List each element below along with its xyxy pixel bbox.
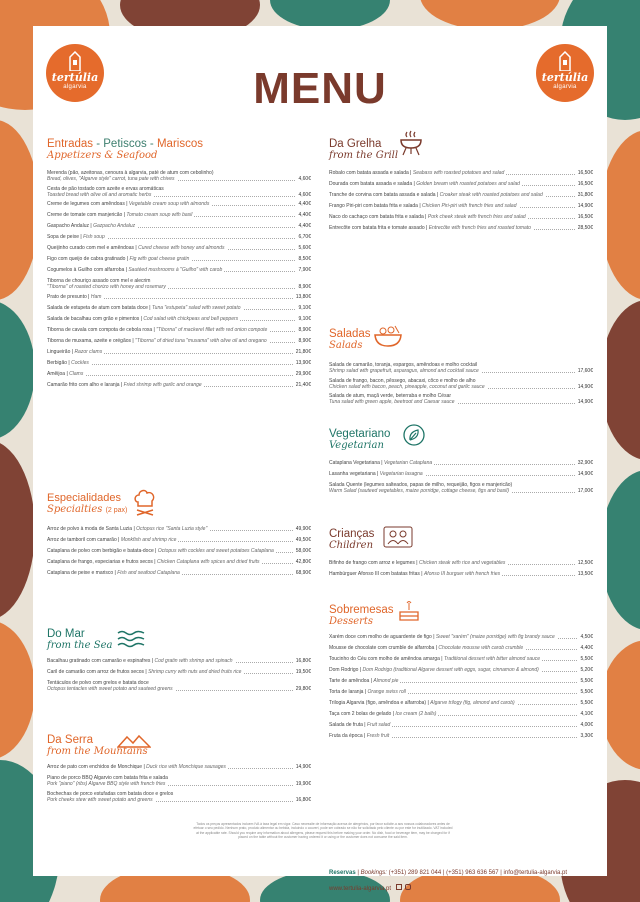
menu-item: Taça com 2 bolas de gelado | Ice cream (2 balls) 4,10€ [329, 711, 593, 717]
menu-item: Creme de tomate com manjericão | Tomato cream soup with basil 4,40€ [47, 212, 311, 218]
item-name-pt: Salada de frango, bacon, pêssego, abacaxi, côco e molho de alho [329, 377, 476, 384]
item-name-pt: Naco do cachaço com batata frita e salada [329, 214, 424, 220]
item-name-en: Cured cheese with honey and almonds [138, 245, 225, 251]
item-price: 19,50€ [295, 669, 311, 675]
item-name-en: Sautéed mushrooms à "Guilho" with carob [128, 267, 223, 273]
menu-item: Torta de laranja | Orange swiss roll 5,50€ [329, 689, 593, 695]
item-name-en: Tomato cream soup with basil [126, 212, 193, 218]
item-price: 21,40€ [295, 381, 311, 388]
menu-item [329, 362, 593, 374]
item-name-en: Octopus rice "Santa Luzia style" [136, 526, 208, 532]
item-price: 5,60€ [298, 245, 311, 251]
item-name-pt: Fruta da época [329, 733, 363, 739]
item-price: 5,50€ [580, 700, 593, 706]
item-price: 14,90€ [577, 399, 593, 405]
item-name-pt: Robalo com batata assada e salada [329, 170, 409, 176]
menu-item: Caril de camarão com arroz de frutos secos | Shrimp curry with nuts and dried fruits rice 19,50€ [47, 669, 311, 675]
item-price: 4,50€ [580, 634, 593, 640]
item-name-en: Fig with goat cheese gratin [129, 256, 190, 262]
menu-item: Mousse de chocolate com crumble de alfarroba | Chocolate mousse with carob crumble 4,40€ [329, 645, 593, 651]
menu-item: Tranche de corvina com batata assada e salada | Croaker steak with roasted potatoes and salad 31,80€ [329, 192, 593, 198]
section-vegetariano [329, 428, 593, 494]
item-price: 16,80€ [295, 796, 311, 803]
legal-fine-print: Todos os preços apresentados incluem IVA à taxa legal em vigor. Caso necessite de informação acerca de alergénios, por favor solicite-a aos nossos colaboradores antes de efetuar o seu pedido. Nenhum prato, produto alimentar ou bebida, incluindo o couvert, pode ser cobrado se não for solicitado pelo cliente ou por este for inutilizado. VAT included at the applicable rate. Should you require any information about allergens, please request this before making your order. No dish, food or beverage item, may be charged for if placed on the table without the customer having ordered it or using or the customer does not consume the said item. [193, 822, 453, 839]
item-name-pt: Tiborna de muxama, azeite e orégãos [47, 337, 132, 344]
facebook-icon[interactable] [396, 884, 402, 890]
item-name-en: Fish soup [83, 234, 105, 240]
item-name-pt: Prato de presunto [47, 293, 87, 300]
menu-item: Entrecôte com batata frita e tomate assado | Entrecôte with french fries and roasted tomato 28,50€ [329, 225, 593, 231]
section-subtitle: Desserts [329, 616, 374, 627]
section-title: Da Serra [47, 734, 94, 746]
menu-item: Arroz de polvo à moda de Santa Luzia | Octopus rice "Santa Luzia style" 49,90€ [47, 526, 311, 532]
item-name-en: Vegetable cream soup with almonds [128, 201, 210, 207]
logo-sub: algarvia [553, 84, 577, 90]
item-price: 4,40€ [298, 201, 311, 207]
section-saladas [329, 328, 593, 405]
item-name-en: Traditional dessert with bitter almond sauce [443, 656, 541, 662]
menu-item: Robalo com batata assada e salada | Seabass with roasted potatoes and salad 16,50€ [329, 170, 593, 176]
menu-item: Frango Piri-piri com batata frita e salada | Chicken Piri-piri with french fries and salad 14,90€ [329, 203, 593, 209]
website-line [329, 884, 411, 892]
menu-item [47, 278, 311, 290]
item-price: 8,90€ [298, 326, 311, 333]
menu-item: Queijinho curado com mel e amêndoas | Cured cheese with honey and almonds 5,60€ [47, 245, 311, 251]
section-title: Entradas - Petiscos - Mariscos [47, 138, 203, 150]
item-price: 8,90€ [298, 284, 311, 290]
menu-item: Prato de presunto | Ham 13,80€ [47, 293, 311, 300]
menu-item: Berbigão | Cockles 13,90€ [47, 359, 311, 366]
section-title: Crianças [329, 528, 375, 540]
chef-hat-icon [133, 488, 157, 516]
item-name-pt: Arroz de tamboril com camarão [47, 537, 117, 543]
item-name-en: Pork cheeks stew with sweet potato and greens [47, 796, 153, 803]
menu-item: Cataplana de polvo com berbigão e batata-doce | Octopus with cockles and sweet potatoes Cataplana 58,00€ [47, 548, 311, 554]
item-price: 13,80€ [295, 293, 311, 300]
item-name-pt: Mousse de chocolate com crumble de alfarroba [329, 645, 435, 651]
item-name-en: Chocolate mousse with carob crumble [438, 645, 524, 651]
item-name-pt: Creme de tomate com manjericão [47, 212, 123, 218]
section-especialidades [47, 492, 311, 576]
menu-item: Cataplana de frango, especiarias e frutos secos | Chicken Cataplana with spices and dried fruits 42,80€ [47, 559, 311, 565]
menu-item: Salada de fruta | Fruit salad 4,00€ [329, 722, 593, 728]
item-price: 4,60€ [298, 191, 311, 198]
item-name-pt: Xarém doce com molho de aguardente de figo [329, 634, 432, 640]
cake-icon [397, 600, 421, 622]
item-price: 16,50€ [577, 170, 593, 176]
section-grelha [329, 138, 593, 231]
item-price: 29,80€ [295, 686, 311, 692]
menu-item [47, 680, 311, 692]
section-subtitle: Vegetarian [329, 440, 384, 451]
item-name-en: Entrecôte with french fries and roasted tomato [428, 225, 531, 231]
menu-item: Toucinho do Céu com molho de amêndoa amarga | Traditional dessert with bitter almond sauce 5,50€ [329, 656, 593, 662]
item-price: 19,90€ [295, 781, 311, 787]
item-price: 32,90€ [577, 460, 593, 466]
item-name-en: Fresh fruit [366, 733, 390, 739]
item-price: 14,90€ [295, 764, 311, 770]
email-link[interactable]: info@tertulia-algarvia.pt [503, 870, 568, 876]
item-name-en: Pork "piano" (ribs) Algarve BBQ style with french fries [47, 781, 166, 787]
salad-bowl-icon [373, 324, 403, 348]
item-name-pt: Salada de bacalhau com grão e pimentos [47, 315, 140, 322]
item-name-en: Chicken Piri-piri with french fries and salad [422, 203, 517, 209]
item-name-pt: Salada de atum, maçã verde, beterraba e molho César [329, 393, 452, 399]
item-price: 28,50€ [577, 225, 593, 231]
item-price: 8,50€ [298, 256, 311, 262]
item-price: 4,40€ [580, 645, 593, 651]
section-subtitle: Salads [329, 340, 363, 351]
waves-icon [117, 630, 145, 648]
instagram-icon[interactable] [405, 884, 411, 890]
item-price: 9,10€ [298, 315, 311, 322]
item-price: 6,70€ [298, 234, 311, 240]
menu-item: Figo com queijo de cabra gratinado | Fig with goat cheese gratin 8,50€ [47, 256, 311, 262]
item-name-pt: Cataplana de peixe e marisco [47, 570, 114, 576]
section-title: Vegetariano [329, 428, 391, 440]
item-price: 16,50€ [577, 181, 593, 187]
menu-item: Dom Rodrigo | Dom Rodrigo (traditional Algarve dessert with eggs, sugar, cinnamon & almond) 5,20€ [329, 667, 593, 673]
menu-item [329, 378, 593, 390]
menu-item [329, 393, 593, 405]
item-name-en: Bread, olives, "Algarve style" carrot, tuna pate with chives [47, 176, 175, 182]
menu-item: Xarém doce com molho de aguardente de figo | Sweet "xarém" (maize porridge) with fig brandy sauce 4,50€ [329, 634, 593, 640]
item-name-en: Seabass with roasted potatoes and salad [412, 170, 505, 176]
item-name-pt: Tentáculos de polvo com grelos e batata doce [47, 680, 149, 686]
item-price: 17,00€ [577, 488, 593, 494]
menu-item: Bifinho de frango com arroz e legumes | Chicken steak with rice and vegetables 12,50€ [329, 560, 593, 566]
item-name-pt: Hambúrguer Afonso III com batatas fritas [329, 571, 420, 577]
menu-item: Bacalhau gratinado com camarão e espinafres | Cod gratin with shrimp and spinach 16,80€ [47, 658, 311, 664]
item-name-en: Orange swiss roll [367, 689, 406, 695]
children-icon [383, 526, 413, 548]
item-price: 14,90€ [577, 203, 593, 209]
item-price: 13,90€ [295, 359, 311, 366]
item-price: 3,30€ [580, 733, 593, 739]
item-price: 5,20€ [580, 667, 593, 673]
item-price: 8,90€ [298, 337, 311, 344]
item-name-en: Shrimp curry with nuts and dried fruits rice [148, 669, 242, 675]
item-name-en: Tuna salad with green apple, beetroot and Caesar sauce [329, 399, 455, 405]
item-name-en: Almond pie [373, 678, 399, 684]
item-price: 42,80€ [295, 559, 311, 565]
item-name-en: Vegetarian Cataplana [383, 460, 433, 466]
item-name-en: Afonso III burguer with french fries [423, 571, 501, 577]
item-name-en: Warm Salad (sauteed vegetables, maize porridge, cottage cheese, figs and basil) [329, 488, 510, 494]
reservas-label: Reservas [329, 870, 356, 876]
section-subtitle: Children [329, 540, 374, 551]
menu-item: Cogumelos à Guilho com alfarroba | Sautéed mushrooms à "Guilho" with carob 7,90€ [47, 267, 311, 273]
item-name-en: Octopus tentacles with sweet potato and sauteed greens [47, 686, 173, 692]
menu-item: Lasanha vegetariana | Vegetarian lasagna 14,90€ [329, 471, 593, 477]
section-subtitle: Specialties (2 pax) [47, 504, 128, 515]
section-title: Sobremesas [329, 604, 394, 616]
menu-item: Cataplana Vegetariana | Vegetarian Cataplana 32,90€ [329, 460, 593, 466]
phone-1[interactable]: (+351) 289 821 044 [388, 870, 442, 876]
item-name-pt: Cogumelos à Guilho com alfarroba [47, 267, 125, 273]
leaf-icon [403, 424, 425, 446]
item-price: 9,10€ [298, 304, 311, 311]
section-entradas [47, 138, 311, 388]
item-name-en: Golden bream with roasted potatoes and salad [416, 181, 520, 187]
section-title: Saladas [329, 328, 371, 340]
logo-sub: algarvia [63, 84, 87, 90]
menu-item [47, 186, 311, 198]
item-name-pt: Salada Quente (legumes salteados, papas de milho, requeijão, figos e manjericão) [329, 482, 513, 488]
item-name-pt: Bifinho de frango com arroz e legumes [329, 560, 415, 566]
website-link[interactable]: www.tertulia-algarvia.pt [329, 886, 392, 892]
logo-name: tertúlia [541, 71, 589, 84]
item-name-pt: Arroz de pato com enchidos de Monchique [47, 764, 143, 770]
item-name-en: Fried shrimp with garlic and orange [123, 381, 202, 388]
item-name-pt: Dourada com batata assada e salada [329, 181, 413, 187]
item-name-en: Cod gratin with shrimp and spinach [154, 658, 233, 664]
item-price: 4,40€ [298, 223, 311, 229]
item-price: 4,40€ [298, 212, 311, 218]
item-name-en: Toasted bread with olive oil and aromatic herbs [47, 191, 152, 198]
item-price: 49,90€ [295, 526, 311, 532]
item-name-en: Clams [69, 370, 84, 377]
item-price: 4,00€ [580, 722, 593, 728]
item-name-pt: Merenda (pão, azeitonas, cenoura à algarvia, paté de atum com cebolinho) [47, 170, 214, 176]
item-name-pt: Tarte de amêndoa [329, 678, 370, 684]
item-name-en: Monkfish and shrimp rice [120, 537, 177, 543]
menu-item: Creme de legumes com amêndoas | Vegetable cream soup with almonds 4,40€ [47, 201, 311, 207]
section-serra [47, 734, 311, 803]
item-name-en: Tuna "estupeta" salad with sweet potato [151, 304, 241, 311]
item-name-en: Gazpacho Andaluz [93, 223, 136, 229]
menu-item: Naco do cachaço com batata frita e salada | Pork cheek steak with french fries and salad 16,50€ [329, 214, 593, 220]
item-name-pt: Amêijoa [47, 370, 66, 377]
item-name-pt: Tiborna de chouriço assado com mel e alecrim [47, 278, 151, 284]
section-sobremesas [329, 604, 593, 739]
item-name-pt: Cataplana de frango, especiarias e frutos secos [47, 559, 153, 565]
item-name-pt: Tranche de corvina com batata assada e salada [329, 192, 436, 198]
item-name-en: Razor clams [74, 348, 103, 355]
section-criancas [329, 528, 593, 577]
item-name-pt: Salada de estupeta de atum com batata doce [47, 304, 148, 311]
item-name-pt: Bochechas de porco estufadas com batata doce e grelos [47, 790, 174, 797]
item-price: 58,00€ [295, 548, 311, 554]
item-price: 14,90€ [577, 383, 593, 390]
item-name-pt: Berbigão [47, 359, 68, 366]
menu-item [47, 775, 311, 787]
item-name-pt: Torta de laranja [329, 689, 364, 695]
section-title: Especialidades [47, 492, 121, 504]
item-price: 4,10€ [580, 711, 593, 717]
phone-2[interactable]: (+351) 963 636 567 [446, 870, 499, 876]
logo-name: tertúlia [51, 71, 99, 84]
item-name-pt: Sopa de peixe [47, 234, 79, 240]
item-name-pt: Figo com queijo de cabra gratinado [47, 256, 126, 262]
menu-item: Camarão frito com alho e laranja | Fried shrimp with garlic and orange 21,40€ [47, 381, 311, 388]
item-price: 4,60€ [298, 176, 311, 182]
item-price: 68,90€ [295, 570, 311, 576]
item-name-en: Shrimp salad with grapefruit, asparagus, almond and cocktail sauce [329, 368, 479, 374]
item-name-en: "Tiborna" of roasted chorizo with honey and rosemary [47, 284, 166, 290]
menu-item: Lingueirão | Razor clams 21,80€ [47, 348, 311, 355]
menu-item: Arroz de pato com enchidos de Monchique | Duck rice with Monchique sausages 14,90€ [47, 764, 311, 770]
item-name-pt: Cesta de pão tostado com azeite e ervas aromáticas [47, 185, 164, 192]
item-name-pt: Lingueirão [47, 348, 71, 355]
item-price: 5,50€ [580, 656, 593, 662]
grill-icon [399, 130, 423, 156]
menu-item: Tiborna de muxama, azeite e orégãos | "Tiborna" of dried tuna "muxama" with olive oil and oregano 8,90€ [47, 337, 311, 344]
item-name-pt: Lasanha vegetariana [329, 471, 376, 477]
item-name-en: "Tiborna" of mackerel fillet with red onion compote [156, 326, 268, 333]
menu-item: Dourada com batata assada e salada | Golden bream with roasted potatoes and salad 16,50€ [329, 181, 593, 187]
menu-item: Sopa de peixe | Fish soup 6,70€ [47, 234, 311, 240]
menu-item [47, 791, 311, 803]
menu-item [329, 482, 593, 494]
section-subtitle: from the Sea [47, 640, 113, 651]
item-name-pt: Frango Piri-piri com batata frita e salada [329, 203, 418, 209]
section-subtitle: from the Mountains [47, 746, 148, 757]
item-price: 31,80€ [577, 192, 593, 198]
item-name-en: Duck rice with Monchique sausages [146, 764, 226, 770]
item-name-pt: Salada de camarão, toranja, espargos, amêndoas e molho cocktail [329, 362, 478, 368]
item-name-pt: Arroz de polvo à moda de Santa Luzia [47, 526, 133, 532]
item-price: 21,80€ [295, 348, 311, 355]
section-subtitle: Appetizers & Seafood [47, 150, 158, 161]
item-name-pt: Bacalhau gratinado com camarão e espinafres [47, 658, 151, 664]
item-name-pt: Queijinho curado com mel e amêndoas [47, 245, 134, 251]
item-name-en: Chicken Cataplana with spices and dried fruits [156, 559, 260, 565]
page-title: MENU [253, 64, 387, 113]
item-price: 5,50€ [580, 678, 593, 684]
item-name-pt: Tiborna de cavala com compota de cebola roxa [47, 326, 153, 333]
menu-item: Salada de bacalhau com grão e pimentos | Cod salad with chickpeas and bell peppers 9,10€ [47, 315, 311, 322]
item-name-en: Ice cream (2 balls) [395, 711, 437, 717]
item-name-pt: Dom Rodrigo [329, 667, 359, 673]
menu-item: Gaspacho Andaluz | Gazpacho Andaluz 4,40€ [47, 223, 311, 229]
item-price: 16,80€ [295, 658, 311, 664]
item-name-en: Chicken salad with bacon, peach, pineapple, coconut and garlic sauce [329, 383, 485, 390]
bookings-label: Bookings: [360, 870, 387, 876]
item-name-pt: Cataplana Vegetariana [329, 460, 380, 466]
item-name-en: Pork cheek steak with french fries and salad [427, 214, 526, 220]
menu-item: Amêijoa | Clams 29,90€ [47, 370, 311, 377]
menu-item: Tiborna de cavala com compota de cebola roxa | "Tiborna" of mackerel fillet with red onion compote 8,90€ [47, 326, 311, 333]
item-price: 49,50€ [295, 537, 311, 543]
item-price: 13,50€ [577, 571, 593, 577]
menu-card [33, 26, 607, 892]
menu-item: Arroz de tamboril com camarão | Monkfish and shrimp rice 49,50€ [47, 537, 311, 543]
item-name-pt: Taça com 2 bolas de gelado [329, 711, 392, 717]
item-name-en: Cod salad with chickpeas and bell peppers [143, 315, 239, 322]
bookings-line: Reservas | Bookings: (+351) 289 821 044 | (+351) 963 636 567 | info@tertulia-algarvia.pt [329, 870, 568, 876]
item-name-en: Cockles [71, 359, 89, 366]
menu-item: Salada de estupeta de atum com batata doce | Tuna "estupeta" salad with sweet potato 9,10€ [47, 304, 311, 311]
section-title: Da Grelha [329, 138, 382, 150]
item-price: 7,90€ [298, 267, 311, 273]
menu-item: Hambúrguer Afonso III com batatas fritas | Afonso III burguer with french fries 13,50€ [329, 571, 593, 577]
menu-item [47, 170, 311, 182]
item-name-en: Ham [90, 293, 102, 300]
item-name-pt: Camarão frito com alho e laranja [47, 381, 120, 388]
item-name-pt: Gaspacho Andaluz [47, 223, 89, 229]
item-name-pt: Cataplana de polvo com berbigão e batata-doce [47, 548, 154, 554]
menu-item: Tarte de amêndoa | Almond pie 5,50€ [329, 678, 593, 684]
menu-item: Cataplana de peixe e marisco | Fish and seafood Cataplana 68,90€ [47, 570, 311, 576]
item-name-en: Vegetarian lasagna [379, 471, 423, 477]
item-name-en: Fish and seafood Cataplana [117, 570, 180, 576]
mountains-icon [117, 734, 151, 748]
item-price: 12,50€ [577, 560, 593, 566]
item-name-en: Croaker steak with roasted potatoes and salad [439, 192, 543, 198]
item-name-pt: Toucinho do Céu com molho de amêndoa amarga [329, 656, 440, 662]
item-name-en: Algarve trilogy (fig, almond and carob) [430, 700, 515, 706]
item-price: 17,60€ [577, 368, 593, 374]
item-name-en: Octopus with cockles and sweet potatoes Cataplana [157, 548, 274, 554]
menu-item: Trilogia Algarvia (figo, amêndoa e alfarroba) | Algarve trilogy (fig, almond and carob) 5,50€ [329, 700, 593, 706]
item-name-pt: Entrecôte com batata frita e tomate assado [329, 225, 425, 231]
item-name-pt: Caril de camarão com arroz de frutos secos [47, 669, 144, 675]
item-name-en: "Tiborna" of dried tuna "muxama" with olive oil and oregano [135, 337, 267, 344]
section-subtitle: from the Grill [329, 150, 399, 161]
section-mar [47, 628, 311, 692]
section-title: Do Mar [47, 628, 85, 640]
item-price: 14,90€ [577, 471, 593, 477]
item-name-en: Dom Rodrigo (traditional Algarve dessert with eggs, sugar, cinnamon & almond) [362, 667, 539, 673]
item-name-en: Chicken steak with rice and vegetables [418, 560, 506, 566]
item-name-pt: Trilogia Algarvia (figo, amêndoa e alfarroba) [329, 700, 427, 706]
item-name-pt: Salada de fruta [329, 722, 363, 728]
item-name-pt: Piano de porco BBQ Algarvio com batata frita e salada [47, 775, 168, 781]
item-price: 29,90€ [295, 370, 311, 377]
item-name-en: Fruit salad [367, 722, 391, 728]
item-price: 16,50€ [577, 214, 593, 220]
item-price: 5,50€ [580, 689, 593, 695]
item-name-en: Sweet "xarém" (maize porridge) with fig brandy sauce [435, 634, 555, 640]
menu-item: Fruta da época | Fresh fruit 3,30€ [329, 733, 593, 739]
item-name-pt: Creme de legumes com amêndoas [47, 201, 125, 207]
